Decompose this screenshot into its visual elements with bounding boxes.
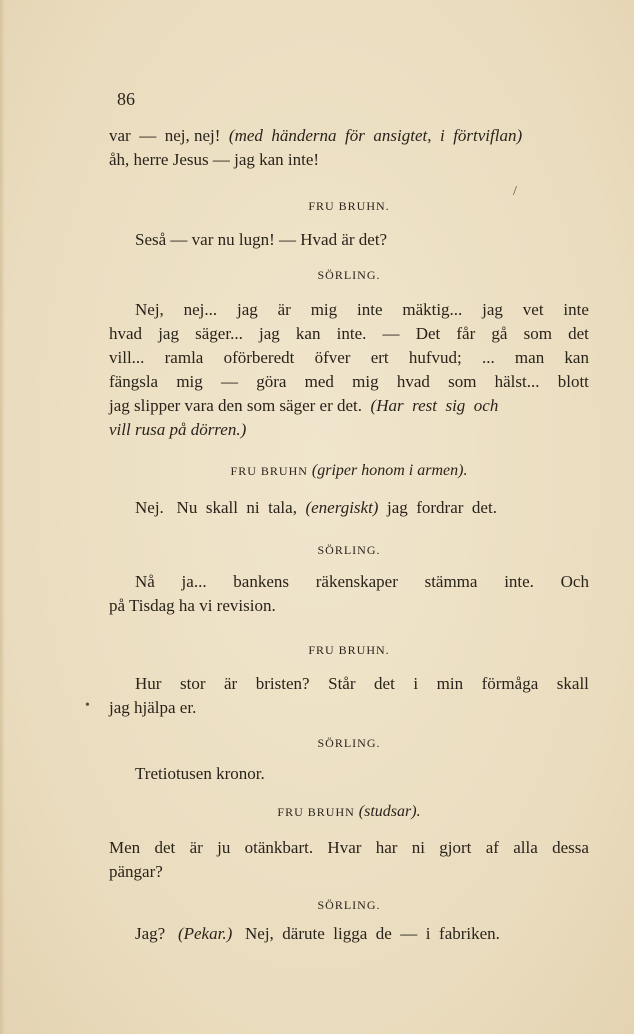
word: ert — [370, 348, 389, 367]
word: stämma — [424, 572, 478, 591]
word: inte — [357, 300, 383, 319]
speaker-name: FRU BRUHN. — [308, 643, 390, 657]
word: ju — [217, 838, 231, 857]
speaker-stage-direction: (studsar). — [358, 803, 421, 820]
word: ni — [411, 838, 425, 857]
speaker-name: FRU BRUHN. — [308, 199, 390, 213]
word: hvad — [396, 372, 430, 391]
dialogue-block — [109, 922, 589, 946]
text-line-render: var — nej, nej! (med händerna för ansigtet, i förtviflan) — [109, 126, 523, 145]
word: gjort — [439, 838, 472, 857]
speaker-label: FRU BRUHN — [230, 464, 308, 478]
speaker-name — [109, 462, 589, 480]
text-line: på Tisdag ha vi revision. — [109, 596, 276, 615]
word: jag — [258, 324, 280, 343]
word: öfver — [314, 348, 351, 367]
word: förmåga — [481, 674, 539, 693]
word: — — [220, 372, 238, 391]
word: Men — [109, 838, 141, 857]
word: nej... — [183, 300, 218, 319]
word: dessa — [552, 838, 589, 857]
page-spine-shadow — [0, 0, 5, 1034]
text-line — [109, 922, 589, 946]
word: ... — [481, 348, 495, 367]
word: mäktig... — [402, 300, 463, 319]
word: är — [224, 674, 238, 693]
stray-dot: • — [85, 698, 90, 713]
text-line: åh, herre Jesus — jag kan inte! — [109, 150, 320, 169]
speaker-label: FRU BRUHN — [277, 805, 355, 819]
word: Det — [415, 324, 441, 343]
word: min — [436, 674, 464, 693]
page-number: 86 — [117, 89, 135, 109]
word: vet — [522, 300, 544, 319]
word: inte — [563, 300, 589, 319]
word: som — [448, 372, 477, 391]
stray-mark: / — [513, 184, 517, 199]
text-line — [109, 394, 589, 418]
word: i — [413, 674, 419, 693]
word: det — [568, 324, 589, 343]
text-line — [109, 298, 589, 322]
dialogue-block — [109, 228, 589, 252]
word: hufvud; — [408, 348, 462, 367]
word: får — [456, 324, 476, 343]
text-line: jag hjälpa er. — [109, 698, 197, 717]
dialogue-block — [109, 836, 589, 884]
word: Nå — [135, 572, 155, 591]
word: mig — [310, 300, 338, 319]
dialogue-block — [109, 124, 589, 172]
text-line — [109, 124, 589, 148]
word: man — [514, 348, 545, 367]
text-line: Tretiotusen kronor. — [135, 764, 265, 783]
word: fängsla — [109, 372, 159, 391]
word: Nej, — [135, 300, 164, 319]
word: mig — [352, 372, 379, 391]
word: gå — [491, 324, 508, 343]
word: hälst... — [494, 372, 540, 391]
word: är — [277, 300, 291, 319]
text-line — [109, 346, 589, 370]
word: med — [304, 372, 334, 391]
speaker-name: SÖRLING. — [317, 898, 381, 912]
dialogue-block — [109, 570, 589, 618]
word: bankens — [233, 572, 290, 591]
word: hvad — [109, 324, 143, 343]
text-line — [109, 496, 589, 520]
dialogue-block — [109, 298, 589, 442]
word: Och — [560, 572, 589, 591]
text-line — [109, 836, 589, 860]
word: har — [375, 838, 398, 857]
word: stor — [179, 674, 206, 693]
word: oförberedt — [223, 348, 295, 367]
text-line — [109, 370, 589, 394]
word: Hvar — [327, 838, 362, 857]
text-line-render: Nej. Nu skall ni tala, (energiskt) jag fordrar det. — [135, 498, 497, 517]
word: det — [374, 674, 395, 693]
word: ramla — [164, 348, 204, 367]
word: är — [189, 838, 203, 857]
text-line — [109, 570, 589, 594]
text-line: pängar? — [109, 862, 163, 881]
dialogue-block — [109, 672, 589, 720]
word: Hur — [135, 674, 162, 693]
word: det — [154, 838, 176, 857]
dialogue-block — [109, 496, 589, 520]
word: ja... — [181, 572, 207, 591]
word: vill... — [109, 348, 145, 367]
text-line — [109, 672, 589, 696]
word: jag — [237, 300, 258, 319]
word: inte. — [336, 324, 367, 343]
word: inte. — [504, 572, 534, 591]
word: mig — [176, 372, 203, 391]
word: otänkbart. — [244, 838, 314, 857]
word: säger... — [195, 324, 243, 343]
word: skall — [556, 674, 589, 693]
word: bristen? — [255, 674, 310, 693]
speaker-name — [109, 803, 589, 821]
text-line-render: Jag? (Pekar.) Nej, därute ligga de — i fabriken. — [135, 924, 500, 943]
word: kan — [564, 348, 589, 367]
word: räkenskaper — [315, 572, 398, 591]
word: blott — [557, 372, 589, 391]
word: kan — [295, 324, 321, 343]
speaker-name: SÖRLING. — [317, 736, 381, 750]
speaker-name: SÖRLING. — [317, 268, 381, 282]
text-line — [109, 322, 589, 346]
speaker-name: SÖRLING. — [317, 543, 381, 557]
word: som — [523, 324, 552, 343]
dialogue-block — [109, 762, 589, 786]
word: af — [485, 838, 499, 857]
word: — — [382, 324, 400, 343]
word: jag — [158, 324, 179, 343]
stage-direction: vill rusa på dörren.) — [109, 420, 247, 439]
text-line: Seså — var nu lugn! — Hvad är det? — [135, 230, 388, 249]
word: Står — [328, 674, 356, 693]
text-line-render: jag slipper vara den som säger er det. (Har rest sig och — [109, 396, 499, 415]
word: jag — [482, 300, 503, 319]
text-line — [109, 418, 589, 442]
word: göra — [256, 372, 287, 391]
word: alla — [513, 838, 538, 857]
speaker-stage-direction: (griper honom i armen). — [311, 462, 468, 479]
